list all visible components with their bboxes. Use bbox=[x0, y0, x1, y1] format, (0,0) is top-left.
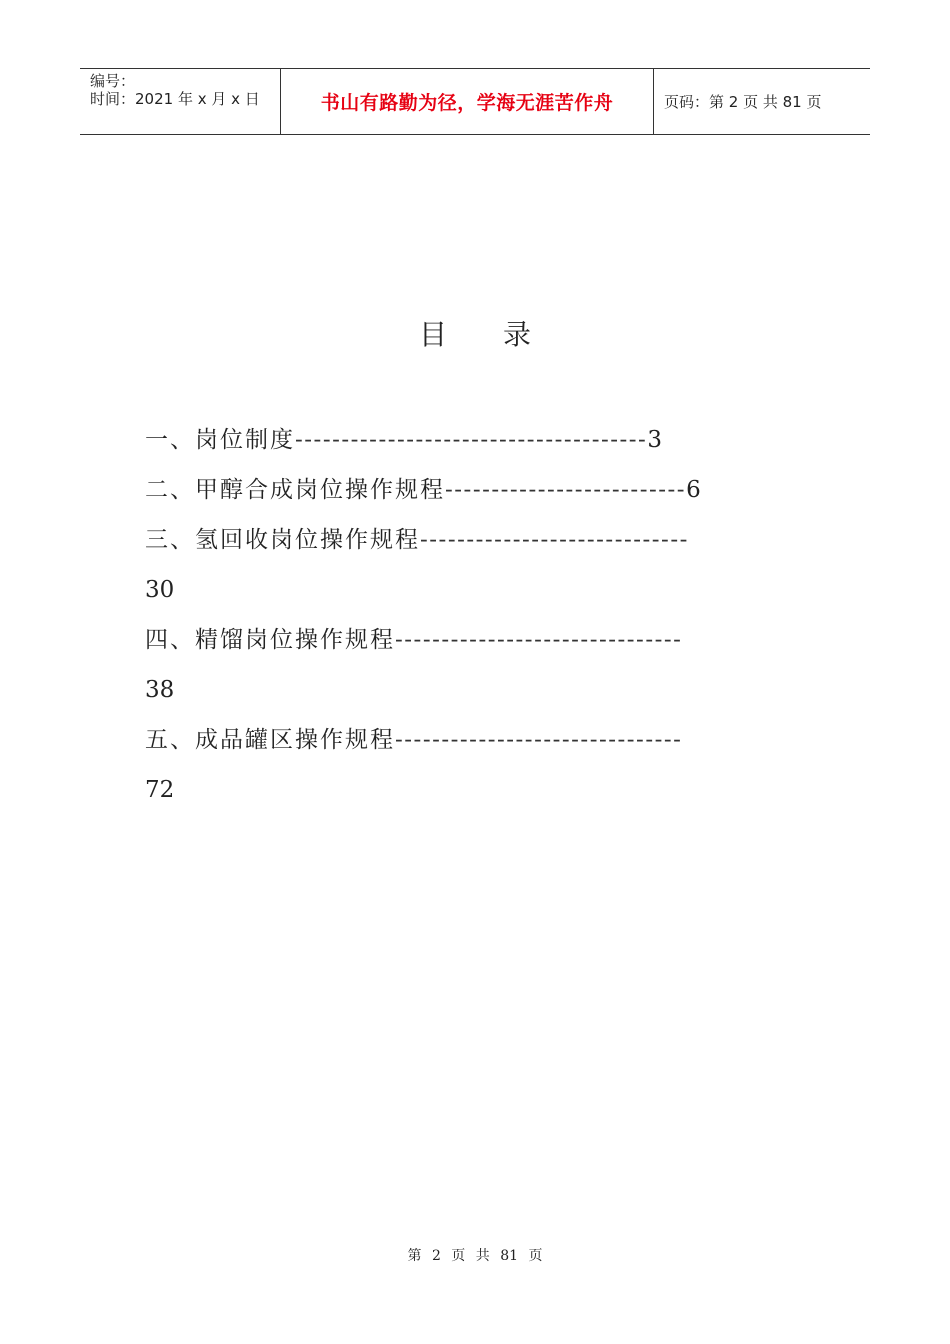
toc-entry[interactable] bbox=[145, 715, 813, 815]
toc-entry[interactable] bbox=[145, 465, 813, 515]
table-of-contents bbox=[145, 415, 813, 815]
header-page-code bbox=[654, 69, 870, 134]
toc-entry-page: 30 bbox=[145, 577, 175, 603]
toc-entry-label: 三、氢回收岗位操作规程 bbox=[145, 527, 420, 553]
header-page-code-text: 页码：第 2 页 共 81 页 bbox=[664, 93, 822, 111]
header-motto: 书山有路勤为径，学海无涯苦作舟 bbox=[320, 92, 614, 114]
toc-entry[interactable] bbox=[145, 615, 813, 715]
toc-title bbox=[0, 313, 950, 353]
toc-entry-leader: -------------------------------------- bbox=[295, 427, 648, 453]
toc-entry-leader: ------------------------------- bbox=[395, 727, 683, 753]
toc-entry-leader: ----------------------------- bbox=[420, 527, 689, 553]
page-header bbox=[80, 68, 870, 135]
toc-entry-label: 一、岗位制度 bbox=[145, 427, 295, 453]
header-meta bbox=[80, 69, 281, 134]
document-number-label: 编号： bbox=[90, 72, 136, 90]
toc-entry-page: 38 bbox=[145, 677, 175, 703]
document-date-label: 时间：2021 年 x 月 x 日 bbox=[90, 90, 260, 108]
toc-entry-page: 72 bbox=[145, 777, 175, 803]
header-motto-cell bbox=[281, 69, 654, 134]
toc-entry-page: 3 bbox=[647, 427, 662, 453]
toc-entry[interactable] bbox=[145, 415, 813, 465]
toc-entry-page: 6 bbox=[686, 477, 701, 503]
page-footer bbox=[0, 1245, 950, 1265]
toc-entry-leader: ------------------------------- bbox=[395, 627, 683, 653]
toc-entry-leader: -------------------------- bbox=[445, 477, 687, 503]
toc-entry-label: 四、精馏岗位操作规程 bbox=[145, 627, 395, 653]
toc-title-char-2: 录 bbox=[503, 318, 532, 351]
toc-title-char-1: 目 bbox=[418, 318, 447, 351]
footer-page-number: 第 2 页 共 81 页 bbox=[407, 1248, 543, 1264]
toc-entry[interactable] bbox=[145, 515, 813, 615]
toc-entry-label: 五、成品罐区操作规程 bbox=[145, 727, 395, 753]
toc-entry-label: 二、甲醇合成岗位操作规程 bbox=[145, 477, 445, 503]
